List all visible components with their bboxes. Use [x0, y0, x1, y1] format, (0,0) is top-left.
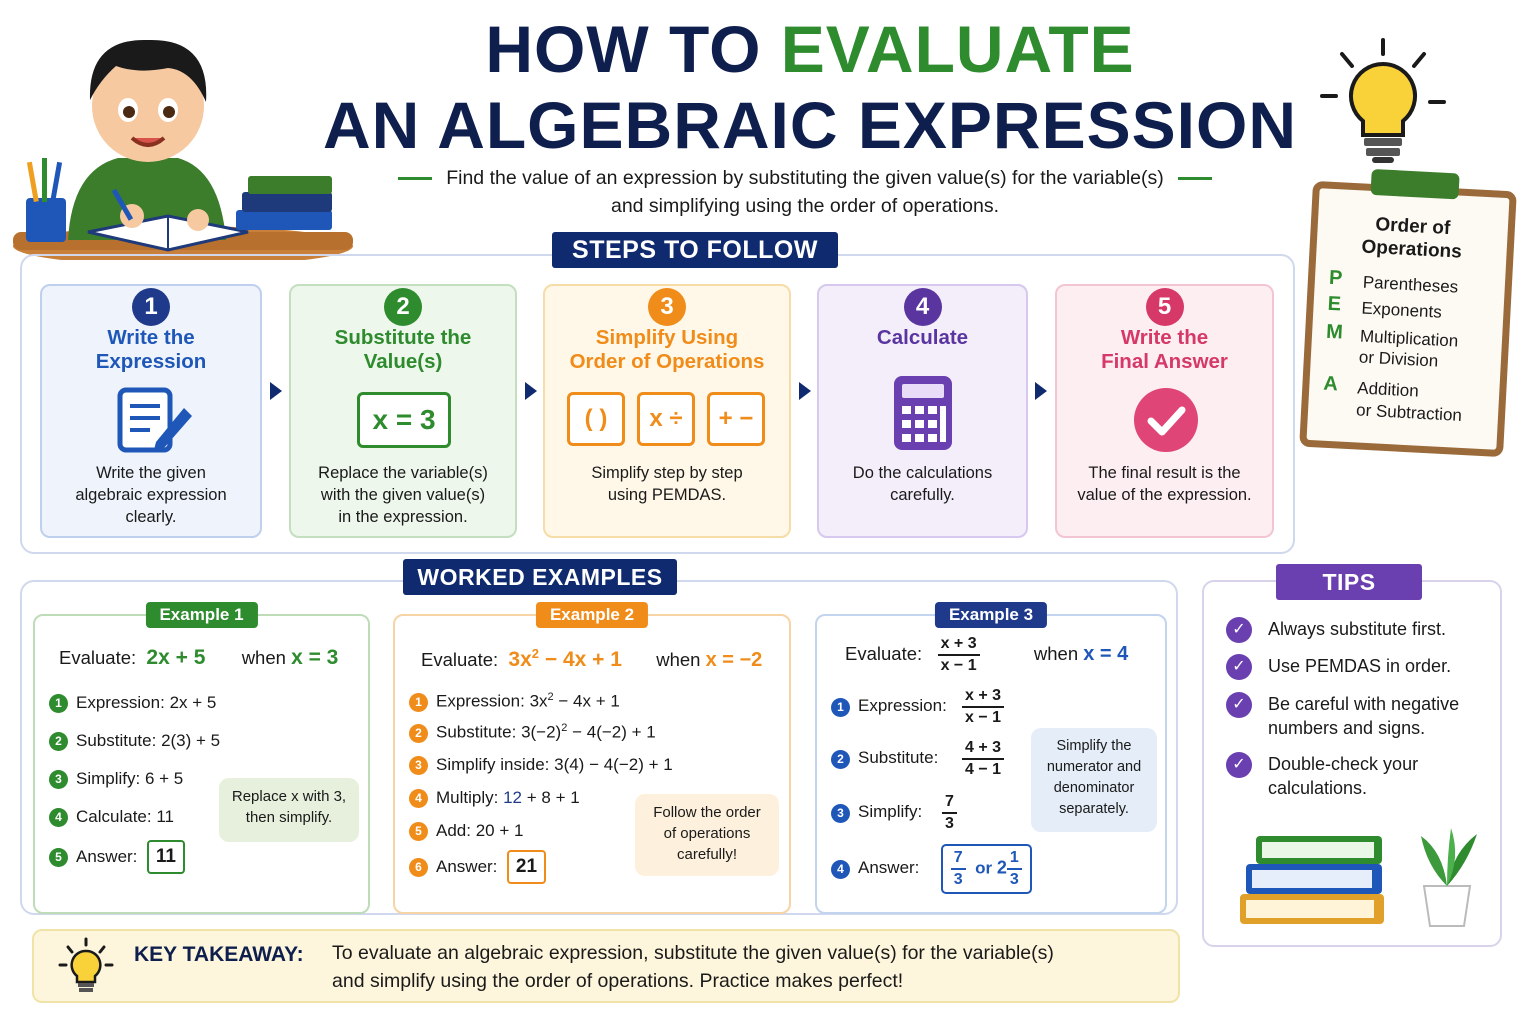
- example-2-answer-box: 21: [507, 850, 546, 884]
- step-arrow-icon: [799, 382, 811, 400]
- example-1-step-4: 4 Calculate: 11: [49, 807, 174, 827]
- calculator-icon: [892, 374, 954, 452]
- step-3-desc-line1: Simplify step by step: [591, 464, 743, 482]
- step-2-title-line1: Substitute the: [334, 326, 472, 349]
- example-3-note: Simplify the numerator and denominator separately.: [1031, 728, 1157, 832]
- step-5-desc-line2: value of the expression.: [1077, 486, 1252, 504]
- example-1-tag: Example 1: [145, 602, 257, 628]
- oop-title-line1: Order of: [1374, 214, 1451, 240]
- example-1-card: [33, 605, 370, 914]
- check-icon: ✓: [1226, 692, 1252, 718]
- example-2-step-3: 3 Simplify inside: 3(4) − 4(−2) + 1: [409, 755, 673, 775]
- oop-parentheses: Parentheses: [1362, 272, 1459, 297]
- step-5-desc-line1: The final result is the: [1088, 464, 1241, 482]
- oop-division: or Division: [1358, 347, 1439, 371]
- step-2-desc-line3: in the expression.: [338, 508, 468, 526]
- write-document-icon: [116, 386, 196, 456]
- step-4-title: Calculate: [876, 326, 969, 349]
- step-3-desc-line2: using PEMDAS.: [607, 486, 727, 504]
- oop-exponents: Exponents: [1361, 298, 1443, 322]
- tip-3: ✓ Be careful with negative numbers and signs.: [1226, 692, 1459, 740]
- example-2-step-5: 5 Add: 20 + 1: [409, 821, 523, 841]
- step-2-icon-box: x = 3: [357, 392, 451, 448]
- example-2-note: Follow the order of operations carefully!: [635, 794, 779, 876]
- oop-letter-m: M: [1325, 320, 1344, 344]
- books-and-plant-illustration: [1236, 824, 1486, 934]
- step-1-desc-line1: Write the given: [96, 464, 206, 482]
- step-4-number: 4: [904, 288, 942, 326]
- lightbulb-icon: [56, 937, 116, 997]
- step-1-number: 1: [132, 288, 170, 326]
- example-3-tag: Example 3: [935, 602, 1047, 628]
- example-3-step-1: 1 Expression: $\frac{x + 3}{x - 1}$: [831, 686, 1004, 728]
- oop-letter-p: P: [1328, 266, 1343, 290]
- tips-banner: TIPS: [1276, 564, 1422, 600]
- example-3-step-2: 2 Substitute: $\frac{4 + 3}{4 - 1}$: [831, 738, 1004, 780]
- step-arrow-icon: [525, 382, 537, 400]
- example-1-answer-box: 11: [147, 840, 185, 874]
- page-title-line2: AN ALGEBRAIC EXPRESSION: [322, 88, 1297, 162]
- oop-title-line2: Operations: [1361, 236, 1463, 263]
- example-2-step-2: 2 Substitute: $3(-2)^2 - 4(-2) + 1$: [409, 722, 656, 743]
- example-3-answer-box: $\frac{7}{3}$ or 2 $\frac{1}{3}$: [941, 844, 1032, 894]
- steps-banner: STEPS TO FOLLOW: [552, 232, 838, 268]
- page-subtitle: Find the value of an expression by substituting the given value(s) for the variable(s) and simplifying using the order of operations.: [370, 164, 1240, 220]
- step-2-card: [289, 284, 517, 538]
- step-5-title-line2: Final Answer: [1101, 350, 1228, 373]
- example-3-prompt: Evaluate: $\frac{x + 3}{x - 1}$ when x = 4: [845, 635, 1129, 674]
- example-3-step-3: 3 Simplify: $\frac{7}{3}$: [831, 792, 957, 834]
- step-3-number: 3: [648, 288, 686, 326]
- step-1-desc-line3: clearly.: [125, 508, 177, 526]
- example-1-step-5: 5 Answer: 11: [49, 840, 185, 874]
- example-1-step-3: 3 Simplify: 6 + 5: [49, 769, 183, 789]
- checkmark-circle-icon: [1132, 386, 1200, 454]
- example-1-prompt: Evaluate: 2x + 5 when x = 3: [59, 646, 339, 669]
- example-3-step-4: 4 Answer: $\frac{7}{3}$ or 2 $\frac{1}{3}$: [831, 844, 1032, 894]
- lightbulb-icon: [1318, 36, 1448, 166]
- step-3-card: [543, 284, 791, 538]
- examples-banner: WORKED EXAMPLES: [403, 559, 677, 595]
- step-arrow-icon: [1035, 382, 1047, 400]
- step-5-card: [1055, 284, 1274, 538]
- step-4-desc-line1: Do the calculations: [852, 464, 993, 482]
- step-arrow-icon: [270, 382, 282, 400]
- order-of-operations-clipboard: [1299, 181, 1517, 457]
- oop-letter-a: A: [1322, 372, 1339, 396]
- oop-multiplication: Multiplication: [1359, 326, 1459, 351]
- key-takeaway-label: KEY TAKEAWAY:: [134, 943, 304, 966]
- key-takeaway-box: [32, 929, 1180, 1003]
- check-icon: ✓: [1226, 654, 1252, 680]
- step-1-desc-line2: algebraic expression: [75, 486, 227, 504]
- step-4-card: [817, 284, 1028, 538]
- step-1-title-line2: Expression: [95, 350, 207, 373]
- oop-subtraction: or Subtraction: [1355, 400, 1463, 425]
- check-icon: ✓: [1226, 752, 1252, 778]
- example-2-card: [393, 605, 791, 914]
- example-2-step-4: 4 Multiply: 12 + 8 + 1: [409, 788, 580, 808]
- example-2-step-1: 1 Expression: $3x^2 - 4x + 1$: [409, 691, 620, 712]
- step-5-title-line1: Write the: [1120, 326, 1209, 349]
- example-2-tag: Example 2: [536, 602, 648, 628]
- step-2-number: 2: [384, 288, 422, 326]
- step-3-title-line1: Simplify Using: [595, 326, 739, 349]
- tip-4: ✓ Double-check your calculations.: [1226, 752, 1418, 800]
- tip-1: ✓ Always substitute first.: [1226, 617, 1446, 641]
- parentheses-box: ( ): [567, 392, 625, 446]
- multiply-divide-box: x ÷: [637, 392, 695, 446]
- add-subtract-box: + −: [707, 392, 765, 446]
- example-1-step-2: 2 Substitute: 2(3) + 5: [49, 731, 220, 751]
- page-title-line1: HOW TO EVALUATE: [485, 12, 1135, 86]
- step-2-desc-line2: with the given value(s): [320, 486, 486, 504]
- oop-letter-e: E: [1327, 292, 1342, 316]
- example-3-card: [815, 605, 1167, 914]
- example-2-step-6: 6 Answer: 21: [409, 850, 546, 884]
- tip-2: ✓ Use PEMDAS in order.: [1226, 654, 1451, 678]
- check-icon: ✓: [1226, 617, 1252, 643]
- step-1-title-line1: Write the: [107, 326, 195, 349]
- step-2-title-line2: Value(s): [363, 350, 443, 373]
- step-3-title-line2: Order of Operations: [569, 350, 765, 373]
- step-5-number: 5: [1146, 288, 1184, 326]
- example-2-prompt: Evaluate: $3x^2 - 4x + 1$ when x = −2: [421, 646, 763, 671]
- step-1-card: [40, 284, 262, 538]
- step-2-desc-line1: Replace the variable(s): [318, 464, 488, 482]
- oop-addition: Addition: [1356, 378, 1420, 401]
- example-1-note: Replace x with 3, then simplify.: [219, 778, 359, 842]
- step-4-desc-line2: carefully.: [890, 486, 955, 504]
- example-1-step-1: 1 Expression: 2x + 5: [49, 693, 216, 713]
- key-takeaway-text: To evaluate an algebraic expression, substitute the given value(s) for the variable(s) and simplify using the order of operations. Practice makes perfect!: [332, 942, 1054, 992]
